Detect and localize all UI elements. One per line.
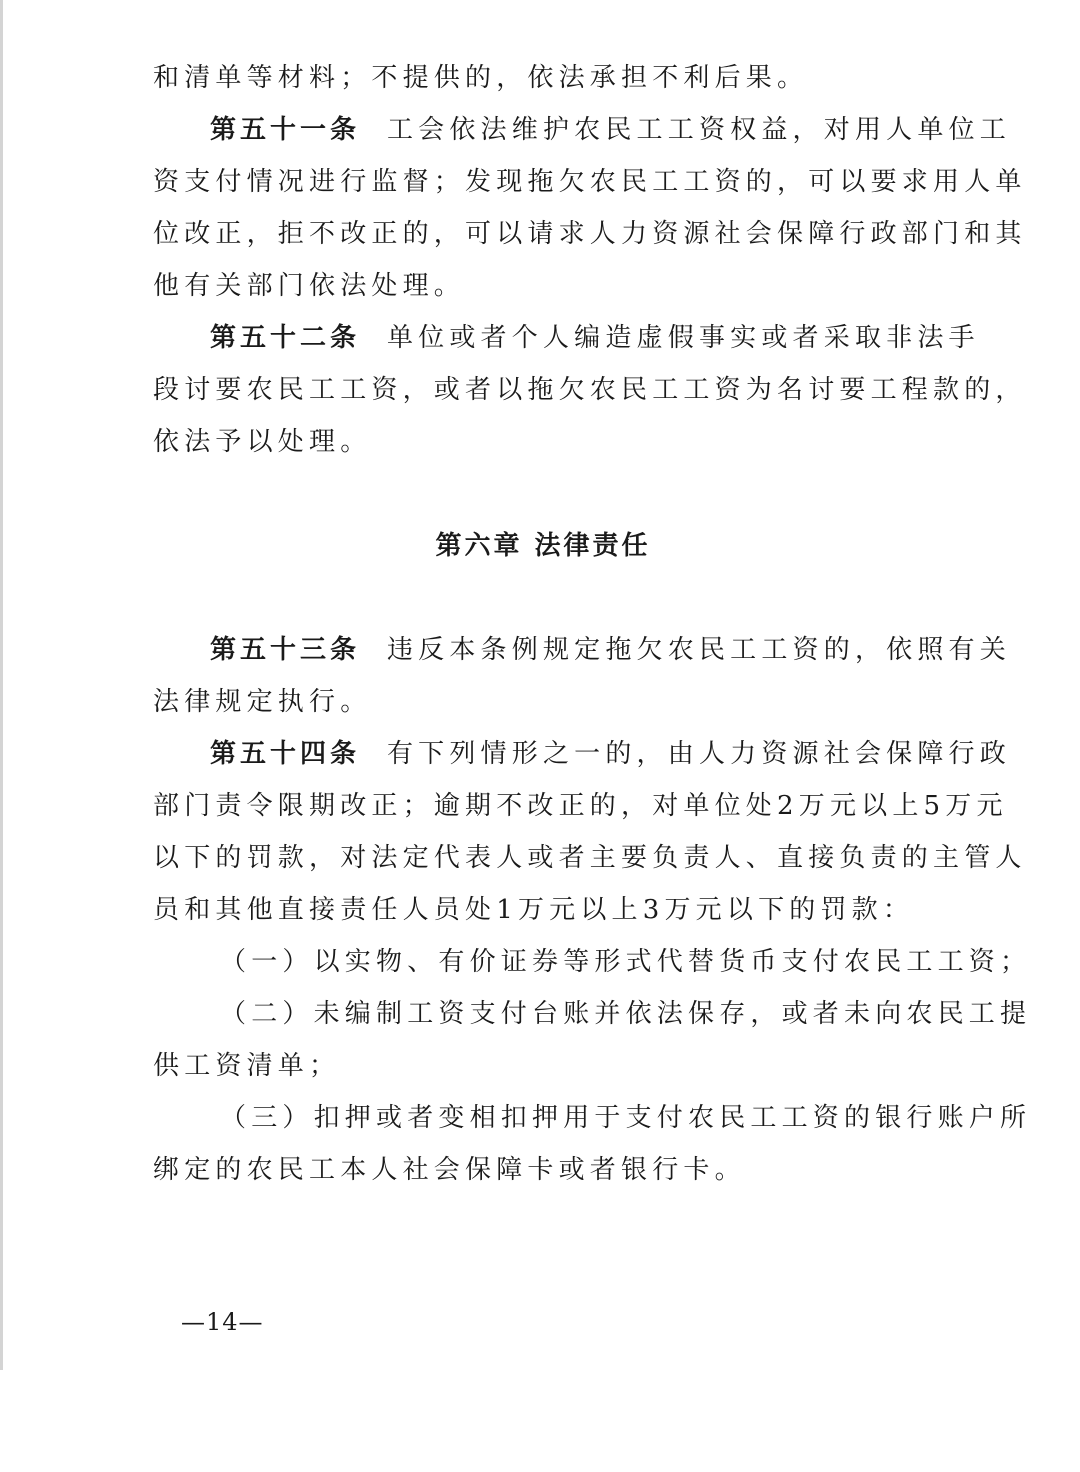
text-line: 位改正，拒不改正的，可以请求人力资源社会保障行政部门和其	[153, 219, 1027, 249]
text-line: 部门责令限期改正；逾期不改正的，对单位处2万元以上5万元	[153, 791, 1008, 821]
text-line: 他有关部门依法处理。	[153, 271, 466, 301]
article-54-first-line	[210, 738, 1011, 770]
article-51-first-line	[210, 114, 1011, 146]
chapter-heading	[3, 530, 1080, 562]
article-number: 第五十四条	[210, 739, 361, 769]
text-line: 以下的罚款，对法定代表人或者主要负责人、直接负责的主管人	[153, 843, 1027, 873]
article-53-first-line	[210, 634, 1011, 666]
text-line: 法律规定执行。	[153, 687, 372, 717]
text-line: 段讨要农民工工资，或者以拖欠农民工工资为名讨要工程款的，	[153, 375, 1027, 405]
chapter-title: 法律责任	[534, 531, 651, 561]
text-line: 资支付情况进行监督；发现拖欠农民工工资的，可以要求用人单	[153, 167, 1027, 197]
list-item: （二）未编制工资支付台账并依法保存，或者未向农民工提	[220, 999, 1032, 1029]
page-number: —14—	[181, 1308, 264, 1336]
article-text: 工会依法维护农民工工资权益，对用人单位工	[386, 115, 1011, 145]
article-number: 第五十三条	[210, 635, 361, 665]
blank-background	[0, 1370, 1080, 1472]
article-52-first-line	[210, 322, 980, 354]
list-item: （三）扣押或者变相扣押用于支付农民工工资的银行账户所	[220, 1103, 1032, 1133]
article-text: 有下列情形之一的，由人力资源社会保障行政	[386, 739, 1011, 769]
text-line: 供工资清单；	[153, 1051, 341, 1081]
text-line: 绑定的农民工本人社会保障卡或者银行卡。	[153, 1155, 746, 1185]
article-text: 单位或者个人编造虚假事实或者采取非法手	[386, 323, 980, 353]
article-number: 第五十二条	[210, 323, 361, 353]
list-item: （一）以实物、有价证券等形式代替货币支付农民工工资；	[220, 947, 1032, 977]
chapter-number: 第六章	[435, 531, 523, 561]
article-number: 第五十一条	[210, 115, 361, 145]
article-text: 违反本条例规定拖欠农民工工资的，依照有关	[386, 635, 1011, 665]
text-line: 依法予以处理。	[153, 427, 372, 457]
text-line: 员和其他直接责任人员处1万元以上3万元以下的罚款：	[153, 895, 915, 925]
text-line: 和清单等材料；不提供的，依法承担不利后果。	[153, 63, 809, 93]
